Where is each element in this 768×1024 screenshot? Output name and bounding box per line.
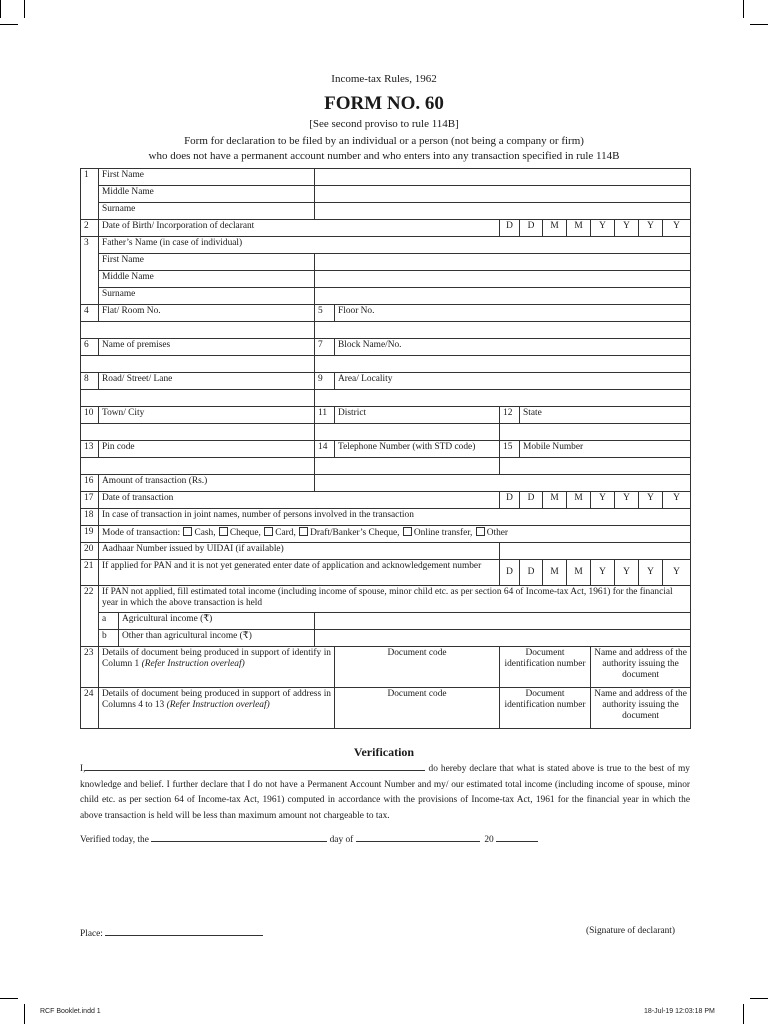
row-father-surname [81,288,691,305]
row-number: 11 [315,407,335,424]
verification-statement [80,761,690,824]
town-city-label: Town/ City [99,407,315,424]
document-code-header[interactable]: Document code [335,688,500,729]
first-name-label: First Name [99,169,315,186]
aadhaar-label: Aadhaar Number issued by UIDAI (if available) [99,543,500,560]
declarant-prefix: I, [80,764,86,774]
row-fathers-name [81,237,691,254]
row-number: 5 [315,305,335,322]
crop-mark [24,1004,25,1024]
address-document-note: (Refer Instruction overleaf) [166,699,270,710]
road-street-label: Road/ Street/ Lane [99,373,315,390]
sub-item-letter: a [99,613,119,630]
flat-room-field[interactable] [81,322,315,339]
transaction-date-label: Date of transaction [99,492,500,509]
row-father-middle-name [81,271,691,288]
mobile-field[interactable] [500,458,691,475]
father-first-name-field[interactable] [315,254,691,271]
row-estimated-income [81,586,691,613]
year-prefix: 20 [484,835,494,845]
row-number: 12 [500,407,520,424]
option-label: Online transfer, [413,528,473,538]
first-name-field[interactable] [315,169,691,186]
crop-mark [743,1004,744,1024]
other-checkbox[interactable] [476,527,485,536]
row-road-area-input [81,390,691,407]
draft-checkbox[interactable] [299,527,308,536]
floor-no-field[interactable] [315,322,691,339]
amount-field[interactable] [315,475,691,492]
rules-caption: Income-tax Rules, 1962 [331,73,437,85]
date-cell[interactable]: M [543,560,567,586]
row-number: 15 [500,441,520,458]
row-date-of-birth [81,220,691,237]
date-cell[interactable]: D [520,220,543,237]
date-cell[interactable]: D [500,560,520,586]
block-name-label: Block Name/No. [335,339,691,356]
date-cell[interactable]: M [543,220,567,237]
premises-field[interactable] [81,356,315,373]
district-label: District [335,407,500,424]
verified-date-blank[interactable] [151,832,327,842]
date-cell[interactable]: D [520,492,543,509]
row-number: 16 [81,475,99,492]
crop-mark [743,0,744,18]
verified-month-blank[interactable] [356,832,480,842]
father-surname-field[interactable] [315,288,691,305]
row-agricultural-income [81,613,691,630]
mode-of-transaction [99,526,691,543]
flat-room-label: Flat/ Room No. [99,305,315,322]
row-number: 13 [81,441,99,458]
area-locality-field[interactable] [315,390,691,407]
option-label: Cash, [194,528,216,538]
date-cell[interactable]: Y [615,560,639,586]
row-number: 23 [81,647,99,688]
row-surname [81,203,691,220]
district-field[interactable] [315,424,500,441]
date-cell[interactable]: Y [663,220,691,237]
middle-name-field[interactable] [315,186,691,203]
row-mode-of-transaction [81,526,691,543]
crop-mark [24,0,25,18]
row-first-name [81,169,691,186]
document-id-header[interactable]: Document identification number [500,647,591,688]
form-description-line-2: who does not have a permanent account number and who enters into any transaction specified in rule 114B [148,150,620,162]
row-number: 8 [81,373,99,390]
row-address-document [81,688,691,729]
row-middle-name [81,186,691,203]
address-document-text: Details of document being produced in support of address in Columns 4 to 13 [102,689,331,710]
declaration-body: do hereby declare that what is stated above is true to the best of my knowledge and belief. I further declare that I do not have a Permanent Account Number and my/ our estimated total income (including income of spouse, minor child etc. as per section 64 of Income-tax Act, 1961) computed in accordance with the provisions of Income-tax Act, 1961 for the financial year in which the above transaction is held will be less than maximum amount not chargeable to tax. [80,764,690,821]
date-cell[interactable]: Y [639,560,663,586]
row-number: 21 [81,560,99,586]
joint-names-label[interactable]: In case of transaction in joint names, number of persons involved in the transaction [99,509,691,526]
father-first-name-label: First Name [99,254,315,271]
row-number: 7 [315,339,335,356]
row-number: 6 [81,339,99,356]
floor-no-label: Floor No. [335,305,691,322]
middle-name-label: Middle Name [99,186,315,203]
document-code-header[interactable]: Document code [335,647,500,688]
father-surname-label: Surname [99,288,315,305]
issuing-authority-header[interactable]: Name and address of the authority issuing the document [591,647,691,688]
row-aadhaar [81,543,691,560]
date-cell[interactable]: Y [615,492,639,509]
date-cell[interactable]: Y [663,560,691,586]
option-label: Draft/Banker’s Cheque, [310,528,400,538]
row-town-district-state-input [81,424,691,441]
row-pin-phone-mobile-input [81,458,691,475]
identity-document-label [99,647,335,688]
verification-title: Verification [353,745,415,759]
crop-mark [0,0,1,18]
date-cell[interactable]: D [500,220,520,237]
issuing-authority-header[interactable]: Name and address of the authority issuing the document [591,688,691,729]
crop-mark [750,998,768,999]
row-number: 17 [81,492,99,509]
fathers-name-label: Father’s Name (in case of individual) [99,237,691,254]
declaration-form-table [80,168,691,729]
option-label: Other [486,528,509,538]
option-label: Cheque, [229,528,261,538]
row-identity-document [81,647,691,688]
surname-field[interactable] [315,203,691,220]
date-cell[interactable]: D [500,492,520,509]
row-number: 10 [81,407,99,424]
row-number: 22 [81,586,99,647]
form-description-line-1: Form for declaration to be filed by an individual or a person (not being a company or firm) [184,135,584,147]
other-income-label: Other than agricultural income (₹) [119,630,315,647]
row-number: 1 [81,169,99,220]
day-of-label: day of [329,835,354,845]
crop-mark [0,998,18,999]
identity-document-note: (Refer Instruction overleaf) [141,658,245,669]
row-number: 19 [81,526,99,543]
row-other-income [81,630,691,647]
row-father-first-name [81,254,691,271]
signature-caption: (Signature of declarant) [586,926,676,936]
area-locality-label: Area/ Locality [335,373,691,390]
date-cell[interactable]: Y [639,220,663,237]
row-pan-applied [81,560,691,586]
state-label: State [520,407,691,424]
estimated-income-label: If PAN not applied, fill estimated total income (including income of spouse, minor child etc. as per section 64 of Income-tax Act, 1961) for the financial year in which the above transaction is held [99,586,691,613]
surname-label: Surname [99,203,315,220]
agricultural-income-field[interactable] [315,613,691,630]
verified-today-label: Verified today, the [80,835,149,845]
pin-code-label: Pin code [99,441,315,458]
agricultural-income-label: Agricultural income (₹) [119,613,315,630]
address-document-label [99,688,335,729]
verified-year-blank[interactable] [496,832,538,842]
proviso-line: [See second proviso to rule 114B] [309,118,459,130]
row-amount-of-transaction [81,475,691,492]
row-road-area [81,373,691,390]
date-cell[interactable]: M [567,560,591,586]
row-town-district-state [81,407,691,424]
place-blank[interactable] [105,926,263,936]
row-number: 9 [315,373,335,390]
road-street-field[interactable] [81,390,315,407]
pin-code-field[interactable] [81,458,315,475]
telephone-field[interactable] [315,458,500,475]
date-cell[interactable]: M [567,220,591,237]
dob-label: Date of Birth/ Incorporation of declarant [99,220,500,237]
row-flat-floor [81,305,691,322]
row-premises-block [81,339,691,356]
card-checkbox[interactable] [264,527,273,536]
timestamp-slug: 18-Jul-19 12:03:18 PM [644,1008,715,1015]
town-city-field[interactable] [81,424,315,441]
father-middle-name-field[interactable] [315,271,691,288]
cash-checkbox[interactable] [183,527,192,536]
declarant-name-blank[interactable] [85,761,425,771]
state-field[interactable] [500,424,691,441]
form-title: FORM NO. 60 [324,93,444,114]
row-premises-block-input [81,356,691,373]
document-id-header[interactable]: Document identification number [500,688,591,729]
telephone-label: Telephone Number (with STD code) [335,441,500,458]
block-name-field[interactable] [315,356,691,373]
option-label: Card, [275,528,296,538]
mobile-label: Mobile Number [520,441,691,458]
crop-mark [750,24,768,25]
aadhaar-field[interactable] [500,543,691,560]
online-transfer-checkbox[interactable] [403,527,412,536]
date-cell[interactable]: Y [615,220,639,237]
date-cell[interactable]: Y [639,492,663,509]
cheque-checkbox[interactable] [219,527,228,536]
date-cell[interactable]: Y [591,220,615,237]
date-cell[interactable]: M [543,492,567,509]
row-number: 14 [315,441,335,458]
row-date-of-transaction [81,492,691,509]
row-number: 4 [81,305,99,322]
date-cell[interactable]: Y [591,560,615,586]
date-cell[interactable]: D [520,560,543,586]
verified-today-line [80,832,538,845]
identity-document-text: Details of document being produced in support of identify in Column 1 [102,648,331,669]
father-middle-name-label: Middle Name [99,271,315,288]
row-number: 2 [81,220,99,237]
row-number: 3 [81,237,99,305]
premises-label: Name of premises [99,339,315,356]
date-cell[interactable]: Y [591,492,615,509]
amount-label: Amount of transaction (Rs.) [99,475,315,492]
place-label: Place: [80,929,103,939]
sub-item-letter: b [99,630,119,647]
row-joint-names [81,509,691,526]
row-flat-floor-input [81,322,691,339]
row-number: 24 [81,688,99,729]
row-pin-phone-mobile [81,441,691,458]
row-number: 18 [81,509,99,526]
place-line [80,926,263,939]
mode-label: Mode of transaction: [102,528,181,538]
row-number: 20 [81,543,99,560]
file-slug: RCF Booklet.indd 1 [40,1008,101,1015]
date-cell[interactable]: Y [663,492,691,509]
other-income-field[interactable] [315,630,691,647]
crop-mark [0,24,18,25]
pan-applied-label: If applied for PAN and it is not yet generated enter date of application and acknowledgement number [99,560,500,586]
date-cell[interactable]: M [567,492,591,509]
